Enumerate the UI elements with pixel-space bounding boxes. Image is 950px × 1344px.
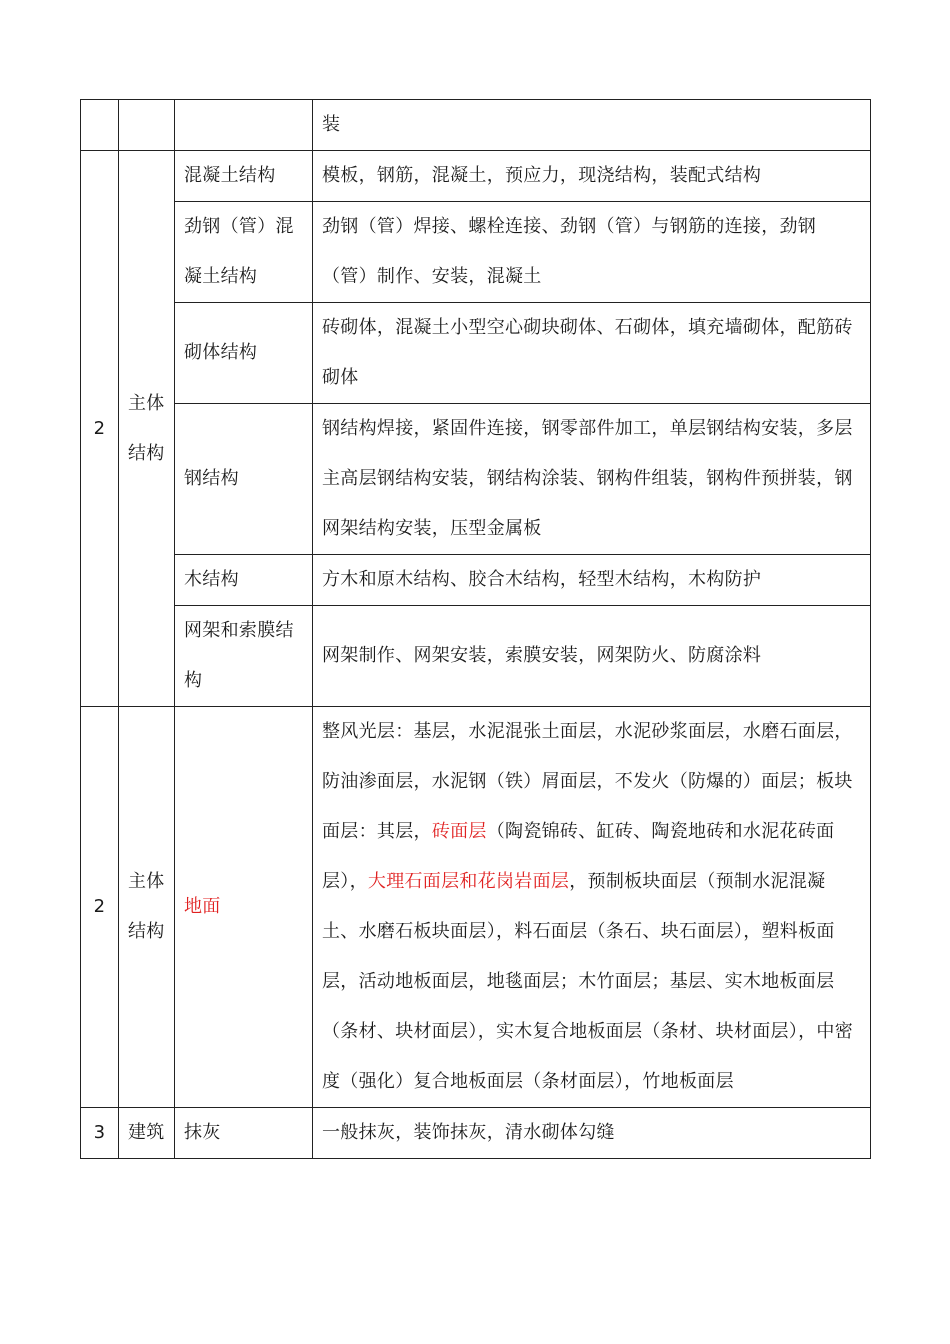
- group-name: 主体结构: [119, 151, 175, 707]
- cell-empty: [175, 100, 313, 151]
- highlighted-text: 砖面层: [431, 821, 487, 842]
- table-row: [81, 151, 871, 202]
- table-row: [81, 100, 871, 151]
- item-content: 方木和原木结构、胶合木结构，轻型木结构，木构防护: [313, 555, 871, 606]
- item-content: 装: [313, 100, 871, 151]
- table-row: [81, 606, 871, 707]
- table-row: [81, 1108, 871, 1159]
- highlighted-text: 大理石面层和花岗岩面层: [367, 871, 570, 892]
- group-number: 3: [81, 1108, 119, 1159]
- item-name: 砌体结构: [175, 303, 313, 404]
- item-name: 劲钢（管）混凝土结构: [175, 202, 313, 303]
- item-content: 网架制作、网架安装，索膜安装，网架防火、防腐涂料: [313, 606, 871, 707]
- content-text: ，预制板块面层（预制水泥混凝土、水磨石板块面层），料石面层（条石、块石面层），塑料板面层，活动地板面层，地毯面层；木竹面层；基层、实木地板面层（条材、块材面层），实木复合地板面层（条材、块材面层），中密度（强化）复合地板面层（条材面层），竹地板面层: [322, 871, 853, 1092]
- item-content: 钢结构焊接，紧固件连接，钢零部件加工，单层钢结构安装，多层主高层钢结构安装，钢结构涂装、钢构件组装，钢构件预拼装，钢网架结构安装，压型金属板: [313, 404, 871, 555]
- construction-spec-table: [80, 99, 871, 1159]
- group-number: 2: [81, 151, 119, 707]
- content-text: 整风光层：基层，水泥混张土面层，水泥砂浆面层，水磨石面层，防油渗面层，水泥钢（铁）屑面层，不发火（防爆的）面层；板块面层：其层，: [322, 721, 853, 842]
- group-name: 建筑: [119, 1108, 175, 1159]
- group-number: 2: [81, 707, 119, 1108]
- table-row: [81, 707, 871, 1108]
- cell-empty: [81, 100, 119, 151]
- item-name: 钢结构: [175, 404, 313, 555]
- item-name: 混凝土结构: [175, 151, 313, 202]
- item-content: 劲钢（管）焊接、螺栓连接、劲钢（管）与钢筋的连接，劲钢（管）制作、安装，混凝土: [313, 202, 871, 303]
- item-content: [313, 707, 871, 1108]
- content-text: （陶瓷锦砖、缸砖、陶瓷地砖和水泥花砖面层），: [322, 821, 835, 892]
- item-content: 一般抹灰，装饰抹灰，清水砌体勾缝: [313, 1108, 871, 1159]
- item-name: 抹灰: [175, 1108, 313, 1159]
- group-name: 主体结构: [119, 707, 175, 1108]
- item-name: 木结构: [175, 555, 313, 606]
- table-row: [81, 303, 871, 404]
- item-name-highlighted: 地面: [175, 707, 313, 1108]
- item-content: 模板，钢筋，混凝土，预应力，现浇结构，装配式结构: [313, 151, 871, 202]
- table-row: [81, 404, 871, 555]
- item-name: 网架和索膜结构: [175, 606, 313, 707]
- cell-empty: [119, 100, 175, 151]
- table-row: [81, 202, 871, 303]
- item-content: 砖砌体，混凝土小型空心砌块砌体、石砌体，填充墙砌体，配筋砖砌体: [313, 303, 871, 404]
- table-row: [81, 555, 871, 606]
